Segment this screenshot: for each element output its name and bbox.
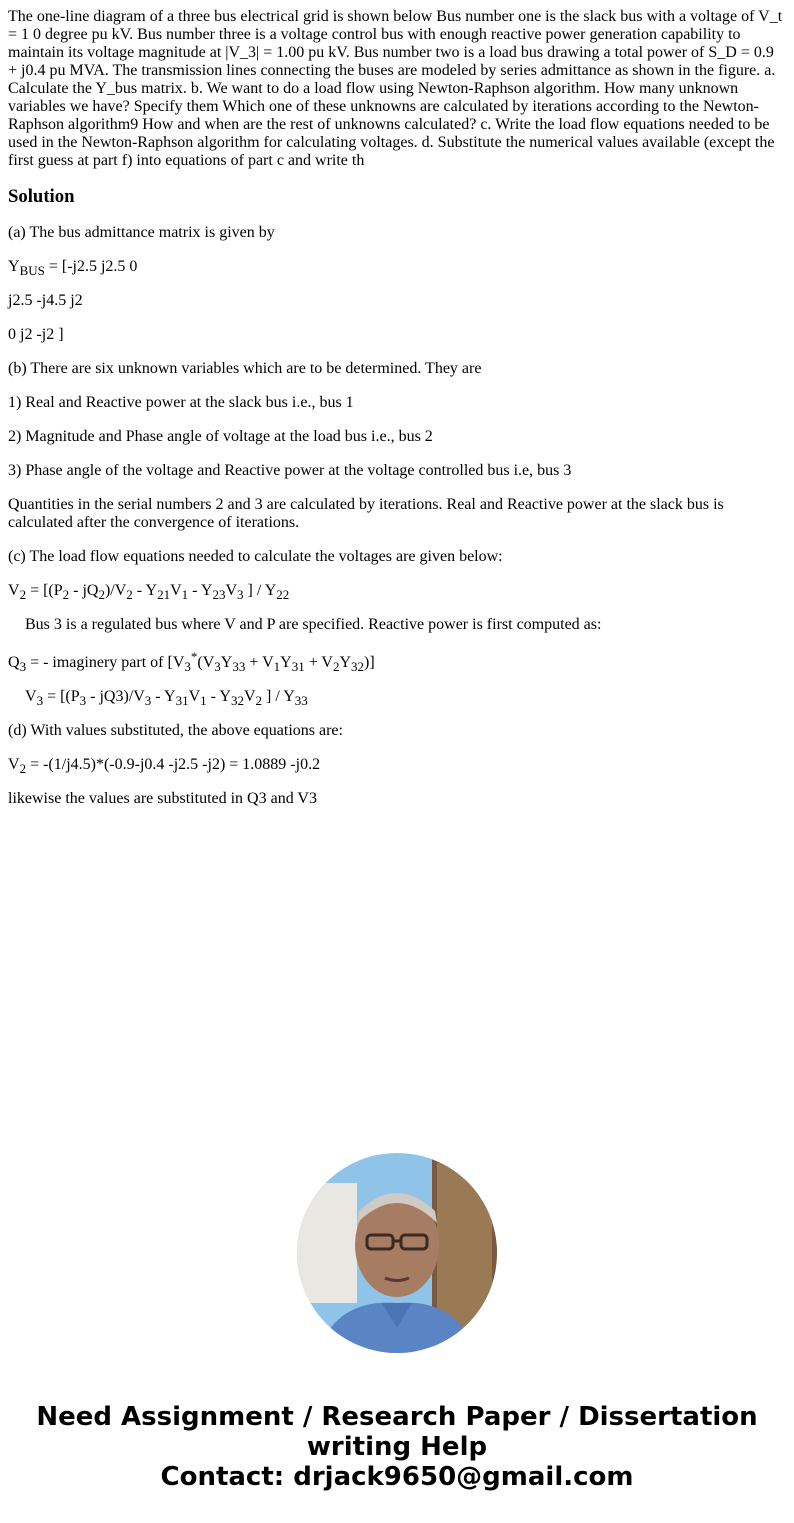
- footer-line-1: Need Assignment / Research Paper / Dissertation: [36, 1402, 758, 1432]
- ybus-row-3: 0 j2 -j2 ]: [8, 326, 64, 343]
- part-d-intro: (d) With values substituted, the above equations are:: [8, 722, 343, 739]
- unknown-item-2: 2) Magnitude and Phase angle of voltage at the load bus i.e., bus 2: [8, 428, 433, 445]
- part-b-intro: (b) There are six unknown variables which are to be determined. They are: [8, 360, 482, 377]
- ybus-row-2: j2.5 -j4.5 j2: [8, 292, 83, 309]
- v2-equation: $V_2 = [(P_2 - jQ_2)/V_2 - Y_{21}V_1 - Y_{23}V_3$ ] / $Y_{22}$: [8, 582, 290, 602]
- ybus-row-1: $Y_{BUS} = [-j2.5$ j2.5 0: [8, 258, 138, 278]
- v2-substituted: $V_2 = -(1/j4.5)*(-0.9-j0.4$ -j2.5 -j2) = 1.0889 -j0.2: [8, 756, 321, 776]
- question-text: The one-line diagram of a three bus electrical grid is shown below Bus number one is the slack bus with a voltage of V_t = 1 0 degree pu kV. Bus number three is a voltage control bus with enough reactive power generation capability to maintain its voltage magnitude at |V_3| = 1.00 pu kV. Bus number two is a load bus drawing a total power of S_D = 0.9 + j0.4 pu MVA. The transmission lines connecting the buses are modeled by series admittance as shown in the figure. a. Calculate the Y_bus matrix. b. We want to do a load flow using Newton-Raphson algorithm. How many unknown variables we have? Specify them Which one of these unknowns are calculated by iterations according to the Newton-Raphson algorithm9 How and when are the rest of unknowns calculated? c. Write the load flow equations needed to be used in the Newton-Raphson algorithm for calculating voltages. d. Substitute the numerical values available (except the first guess at part f) into equations of part c and write th: [8, 8, 783, 169]
- part-c-intro: (c) The load flow equations needed to calculate the voltages are given below:: [8, 548, 503, 565]
- unknown-item-1: 1) Real and Reactive power at the slack bus i.e., bus 1: [8, 394, 354, 411]
- part-a-intro: (a) The bus admittance matrix is given by: [8, 224, 275, 241]
- bus3-note: Bus 3 is a regulated bus where V and P are specified. Reactive power is first computed as:: [25, 616, 602, 633]
- solution-heading: Solution: [8, 186, 75, 207]
- footer-contact: Contact: drjack9650@gmail.com: [160, 1462, 634, 1492]
- iteration-note: Quantities in the serial numbers 2 and 3 are calculated by iterations. Real and Reactive power at the slack bus is calculated after the convergence of iterations.: [8, 496, 724, 531]
- footer-line-2: writing Help: [306, 1432, 488, 1462]
- v3-equation: $V_3 = [(P_3 - jQ3)/V_3 - Y_{31}V_1 - Y_{32}V_2$ ] / $Y_{33}$: [25, 688, 308, 708]
- tutor-photo: [297, 1153, 497, 1353]
- q3-equation: $Q_3$ = - imaginery part of $[V_3^*(V_3Y_{33} + V_1Y_{31} + V_2Y_{32})]$: [8, 649, 375, 674]
- closing-note: likewise the values are substituted in Q3 and V3: [8, 790, 317, 807]
- footer-banner: [0, 1402, 794, 1492]
- unknown-item-3: 3) Phase angle of the voltage and Reactive power at the voltage controlled bus i.e, bus 3: [8, 462, 572, 479]
